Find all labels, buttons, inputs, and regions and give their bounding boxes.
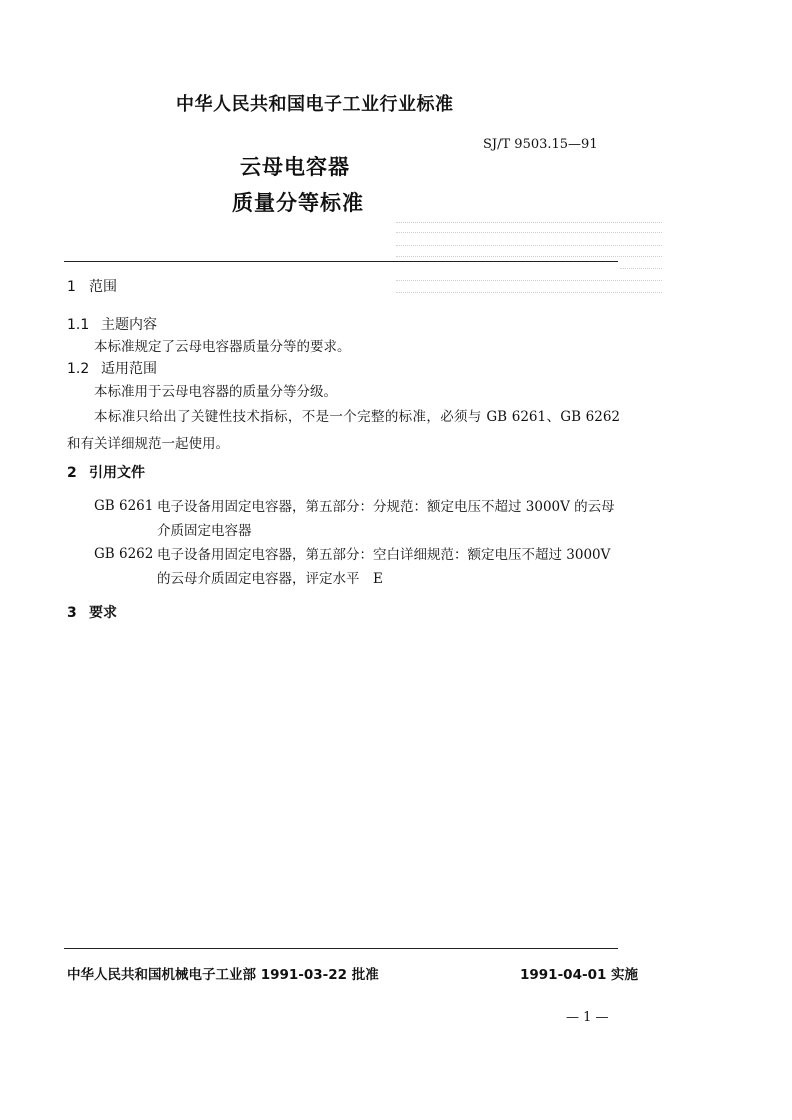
section-2-heading <box>67 462 145 482</box>
subsection-title: 适用范围 <box>101 361 157 377</box>
scan-artifact <box>396 245 662 246</box>
section-number: 3 <box>67 605 77 621</box>
subsection-number: 1.1 <box>67 317 90 333</box>
authority-title: 中华人民共和国电子工业行业标准 <box>176 94 454 115</box>
subsection-number: 1.2 <box>67 361 90 377</box>
paragraph: 本标准规定了云母电容器质量分等的要求。 <box>94 339 351 355</box>
reference-code: GB 6262 <box>94 546 154 562</box>
section-number: 2 <box>67 465 77 481</box>
reference-text: 电子设备用固定电容器，第五部分：分规范：额定电压不超过 3000V 的云母介质固定电容器 <box>157 499 615 539</box>
section-title: 要求 <box>89 605 117 621</box>
section-number: 1 <box>67 279 76 295</box>
scan-artifact <box>396 280 662 281</box>
subsection-1-2-heading <box>67 358 157 378</box>
section-3-heading <box>67 602 117 622</box>
scan-artifact <box>396 256 662 257</box>
subsection-1-1-heading <box>67 314 157 334</box>
scan-artifact <box>620 268 662 269</box>
page-number: — 1 — <box>566 1010 609 1025</box>
approval-info: 中华人民共和国机械电子工业部 1991-03-22 批准 <box>67 967 379 983</box>
footer-divider <box>64 948 618 949</box>
scan-artifact <box>396 292 662 293</box>
reference-text: 电子设备用固定电容器，第五部分：空白详细规范：额定电压不超过 3000V 的云母介质固定电容器，评定水平 E <box>157 547 611 587</box>
scan-artifact <box>396 222 662 223</box>
section-title: 范围 <box>89 279 117 295</box>
implementation-info: 1991-04-01 实施 <box>520 967 639 983</box>
document-title-line1: 云母电容器 <box>240 155 350 179</box>
scan-artifact <box>396 232 662 233</box>
paragraph: 本标准用于云母电容器的质量分等分级。 <box>94 384 337 400</box>
document-title-line2: 质量分等标准 <box>232 191 364 215</box>
paragraph: 本标准只给出了关键性技术指标，不是一个完整的标准，必须与 GB 6261、GB 6262 和有关详细规范一起使用。 <box>67 409 620 452</box>
section-1-heading <box>67 276 117 296</box>
reference-code: GB 6261 <box>94 498 154 514</box>
section-title: 引用文件 <box>89 465 145 481</box>
header-divider <box>64 261 618 262</box>
subsection-title: 主题内容 <box>101 317 157 333</box>
standard-code: SJ/T 9503.15—91 <box>483 137 598 152</box>
